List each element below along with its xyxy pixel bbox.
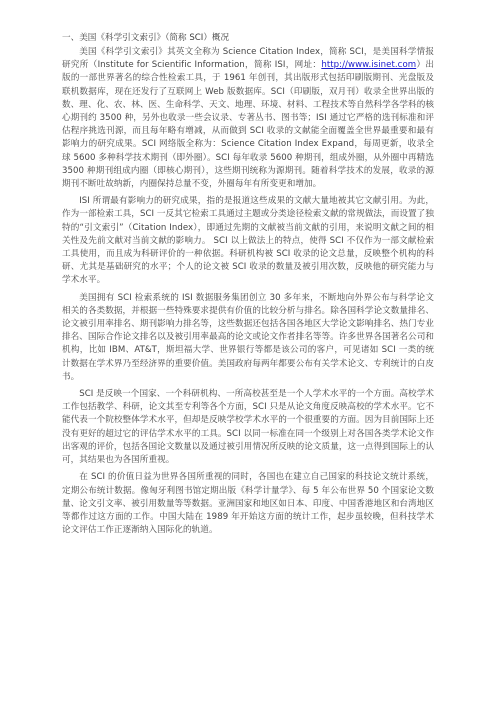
paragraph-3: 美国拥有 SCI 检索系统的 ISI 数据服务集团创立 30 多年来，不断地向外界公布与科学论文相关的各类数据，并根据一些特殊要求提供有价值的比较分析与排名。除各国科学论文数量排名、论文被引用率排名、期刊影响力排名等，这些数据还包括各国各地区大学论文影响排名、热门专业排名、国际合作论文排名以及被引用率最高的论文或论文作者排名等等。许多世界各国著名公司和机构，比如 IBM、AT&T，斯坦福大学、世界银行等都是该公司的客户，可见诸如 SCI 一类的统计数据在学术界乃至经济界的重要价值。美国政府每两年都要公布有关学术论文、专利统计的白皮书。 bbox=[62, 292, 434, 382]
paragraph-5: 在 SCI 的价值日益为世界各国所重视的同时，各国也在建立自己国家的科技论文统计系统，定期公布统计数据。像匈牙利图书馆定期出版《科学计量学》、每 5 年公布世界 50 个国家论文数量、论文引文率、被引用数量等等数据。亚洲国家和地区如日本、印度、中国香港地区和台湾地区等都作过这方面的工作。中国大陆在 1989 年开始这方面的统计工作，起步虽较晚，但科技学术论文评估工作正逐渐纳入国际化的轨道。 bbox=[62, 472, 434, 536]
paragraph-1-text-start: 美国《科学引文索引》其英文全称为 Science Citation Index，简称 SCI，是美国科学情报研究所（Institute for Scientific Information，简称 ISI，网址： bbox=[62, 47, 434, 71]
section-heading: 一、美国《科学引文索引》（简称 SCI）概况 bbox=[62, 33, 230, 43]
isinet-link[interactable]: http://www.isinet.com bbox=[321, 60, 417, 71]
paragraph-2: ISI 所谓最有影响力的研究成果，指的是报道这些成果的文献大量地被其它文献引用。为此，作为一部检索工具，SCI 一反其它检索工具通过主题或分类途径检索文献的常规做法，而设置了独特的“引文索引”（Citation Index），即通过先期的文献被当前文献的引用，来说明文献之间的相关性及先前文献对当前文献的影响力。 SCI 以上做法上的特点，使得 SCI 不仅作为一部文献检索工具使用，而且成为科研评价的一种依据。科研机构被 SCI 收录的论文总量，反映整个机构的科研、尤其是基础研究的水平；个人的论文被 SCI 收录的数量及被引用次数，反映他的研究能力与学术水平。 bbox=[62, 196, 434, 286]
paragraph-1-text-end: ）出版的一部世界著名的综合性检索工具，于 1961 年创刊，其出版形式包括印刷版期刊、光盘版及联机数据库，现在还发行了互联网上 Web 版数据库。SCI（印刷版，双月刊）收录全世界出版的数、理、化、农、林、医、生命科学、天文、地理、环境、材料、工程技术等自然科学各学科的核心期刊约 3500 种，另外也收录一些会议录、专著丛书、图书等；ISI 通过它严格的选刊标准和评估程序挑选刊源，而且每年略有增减，从而做到 SCI 收录的文献能全面覆盖全世界最重要和最有影响力的研究成果。SCI 网络版全称为：Science Citation Index Expand，每周更新，收录全球 5600 多种科学技术期刊（即外圈）。SCI 每年收录 5600 种期刊，组成外圈，从外圈中再精选 3500 种期刊组成内圈（即核心期刊），这些期刊统称为源期刊。随着科学技术的发展，收录的源期刊不断吐故纳新，内圈保持总量不变，外圈每年有所变更和增加。 bbox=[62, 60, 434, 190]
paragraph-1 bbox=[62, 46, 434, 191]
paragraph-4: SCI 是反映一个国家、一个科研机构、一所高校甚至是一个人学术水平的一个方面。高校学术工作包括教学、科研，论文其至专利等各个方面，SCI 只是从论文角度反映高校的学术水平。它不能代表一个院校整体学术水平，但却是反映学校学术水平的一个很重要的方面。因为目前国际上还没有更好的超过它的评估学术水平的工具。SCI 以同一标准在同一个级别上对各国各类学术论文作出客观的评价，包括各国论文数量以及通过被引用情况所反映的论文质量，这一点得到国际上的认可，其结果也为各国所重视。 bbox=[62, 389, 434, 466]
